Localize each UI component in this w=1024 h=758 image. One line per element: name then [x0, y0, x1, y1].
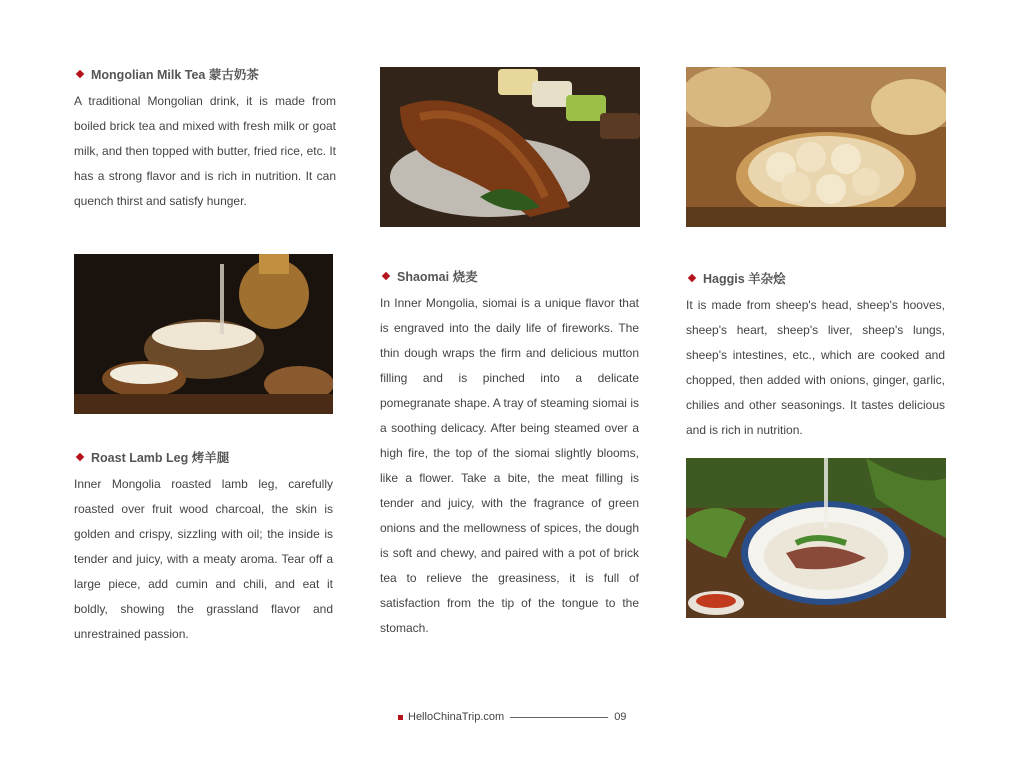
shaomai-title: Shaomai 烧麦: [397, 270, 478, 284]
shaomai-description: In Inner Mongolia, siomai is a unique flavor that is engraved into the daily life of fireworks. The thin dough wraps the firm and delicious mutton filling and is pinched into a delicate pomegranate shape. A tray of steaming siomai is a soothing delicacy. After being steamed over a high fire, the top of the siomai slightly blooms, like a flower. Take a bite, the meat filling is tender and juicy, with the fragrance of green onions and the mellowness of spices, the dough is soft and chewy, and paired with a pot of brick tea to relieve the greasiness, it is full of satisfaction from the tip of the tongue to the stomach.: [380, 296, 639, 635]
roast-lamb-leg-photo: [380, 67, 640, 227]
footer-square-icon: [398, 715, 403, 720]
milk-tea-title: Mongolian Milk Tea 蒙古奶茶: [91, 68, 259, 82]
shaomai-photo: [686, 67, 946, 227]
section-heading: [74, 65, 336, 83]
page-footer: [398, 711, 626, 723]
section-heading: [380, 267, 639, 285]
footer-divider: [510, 717, 608, 718]
page-number: 09: [614, 711, 627, 723]
diamond-bullet-icon: [76, 453, 84, 461]
diamond-bullet-icon: [382, 272, 390, 280]
footer-site: HelloChinaTrip.com: [408, 711, 505, 723]
shaomai-section: [380, 267, 639, 641]
lamb-leg-description: Inner Mongolia roasted lamb leg, carefully roasted over fruit wood charcoal, the skin is golden and crispy, sizzling with oil; the inside is tender and juicy, with a meaty aroma. Tear off a large piece, add cumin and chili, and eat it boldly, showing the grassland flavor and unrestrained passion.: [74, 477, 333, 641]
milk-tea-section: [74, 65, 336, 214]
haggis-section: [686, 269, 945, 443]
lamb-leg-title: Roast Lamb Leg 烤羊腿: [91, 451, 230, 465]
milk-tea-description: A traditional Mongolian drink, it is made from boiled brick tea and mixed with fresh milk or goat milk, and then topped with butter, fried rice, etc. It has a strong flavor and is rich in nutrition. It can quench thirst and satisfy hunger.: [74, 94, 336, 208]
haggis-title: Haggis 羊杂烩: [703, 272, 786, 286]
section-heading: [686, 269, 945, 287]
milk-tea-photo: [74, 254, 333, 414]
lamb-leg-section: [74, 448, 333, 647]
diamond-bullet-icon: [688, 274, 696, 282]
haggis-photo: [686, 458, 946, 618]
section-heading: [74, 448, 333, 466]
haggis-description: It is made from sheep's head, sheep's hooves, sheep's heart, sheep's liver, sheep's lungs, sheep's intestines, etc., which are cooked and chopped, then added with onions, ginger, garlic, chilies and other seasonings. It tastes delicious and is rich in nutrition.: [686, 298, 945, 437]
diamond-bullet-icon: [76, 70, 84, 78]
